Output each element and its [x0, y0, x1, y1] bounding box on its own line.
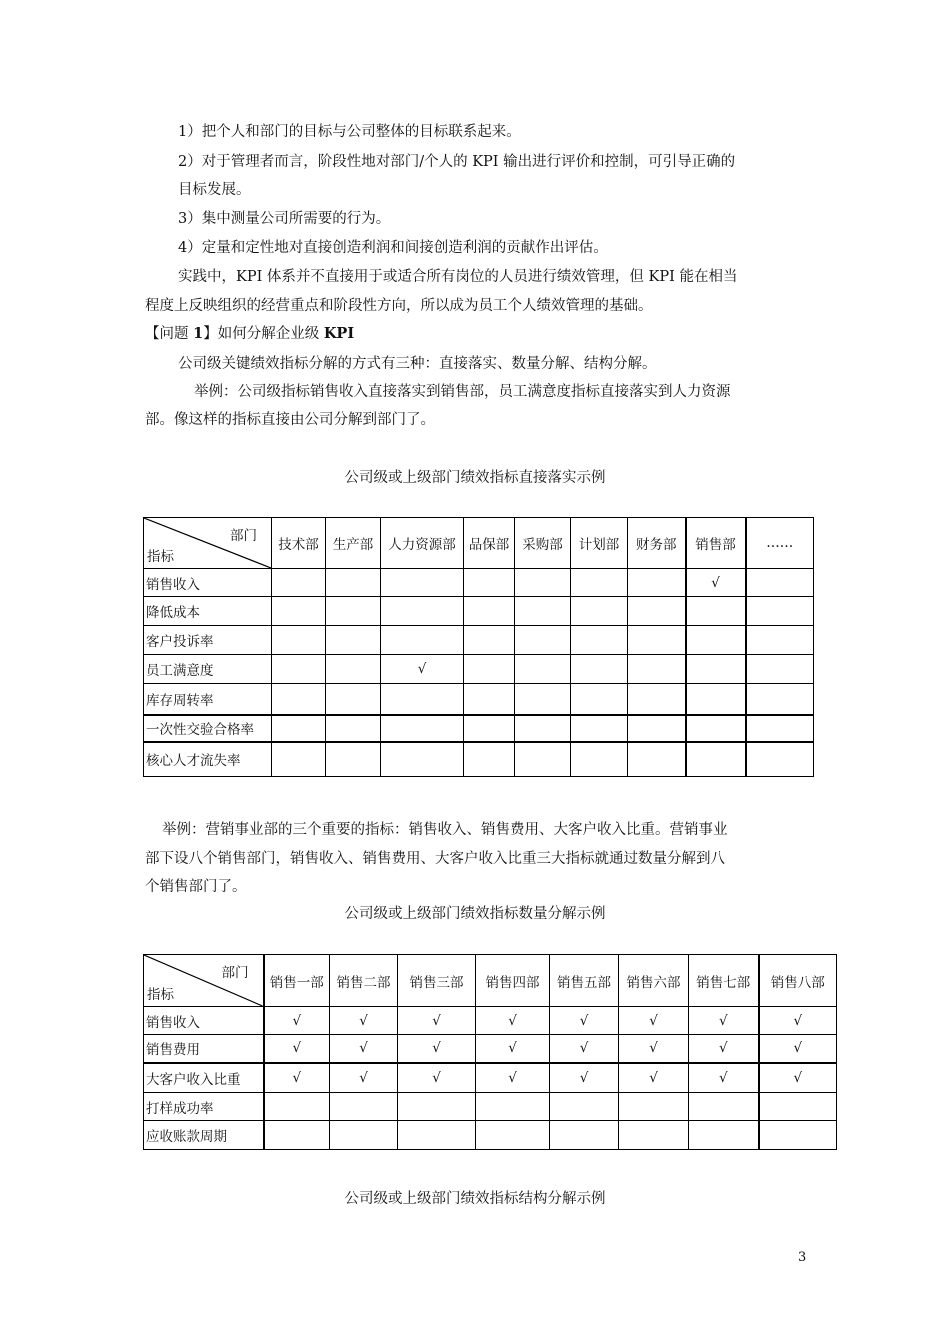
table-row	[144, 684, 814, 715]
check-mark-cell: √	[264, 1035, 330, 1063]
table-cell	[686, 597, 746, 626]
check-mark-cell: √	[686, 569, 746, 597]
table-cell	[571, 715, 628, 742]
table-cell	[272, 626, 326, 655]
table-cell	[381, 569, 464, 597]
table-cell	[619, 1093, 689, 1121]
table-cell	[464, 569, 515, 597]
table-cell	[689, 1121, 759, 1150]
table-cell	[686, 715, 746, 742]
table-row	[144, 715, 814, 742]
table-cell	[628, 655, 686, 684]
table-cell	[272, 597, 326, 626]
table-cell	[515, 742, 571, 777]
check-mark-cell: √	[759, 1063, 837, 1093]
table-row	[144, 1035, 837, 1063]
row-label: 销售收入	[144, 1007, 264, 1035]
table1-corner-cell	[144, 518, 272, 569]
table1-corner-top: 部门	[230, 528, 257, 544]
table1-col-header: 采购部	[515, 518, 571, 569]
table-cell	[398, 1093, 476, 1121]
table2-col-header: 销售三部	[398, 955, 476, 1007]
paragraph-example2-line3: 个销售部门了。	[145, 879, 247, 895]
table1-col-header: 财务部	[628, 518, 686, 569]
table-cell	[515, 684, 571, 715]
paragraph-item-2-line1: 2）对于管理者而言，阶段性地对部门/个人的 KPI 输出进行评价和控制，可引导正确的	[178, 154, 736, 170]
table-cell	[689, 1093, 759, 1121]
table-row	[144, 597, 814, 626]
table-cell	[628, 684, 686, 715]
table-cell	[628, 597, 686, 626]
table-cell	[476, 1121, 550, 1150]
table1-caption: 公司级或上级部门绩效指标直接落实示例	[344, 470, 606, 486]
table2-col-header: 销售二部	[330, 955, 398, 1007]
table-cell	[515, 715, 571, 742]
check-mark-cell: √	[398, 1063, 476, 1093]
table-cell	[264, 1121, 330, 1150]
table-cell	[746, 569, 814, 597]
check-mark-cell: √	[550, 1063, 619, 1093]
table2-col-header: 销售四部	[476, 955, 550, 1007]
table2-corner-bottom: 指标	[147, 987, 174, 1003]
table-cell	[515, 597, 571, 626]
table-cell	[571, 597, 628, 626]
row-label: 一次性交验合格率	[144, 715, 272, 742]
table-cell	[464, 715, 515, 742]
direct-assignment-table	[143, 517, 814, 777]
paragraph-item-3: 3）集中测量公司所需要的行为。	[178, 211, 391, 227]
table-cell	[272, 715, 326, 742]
table-cell	[326, 655, 381, 684]
table-cell	[619, 1121, 689, 1150]
row-label: 员工满意度	[144, 655, 272, 684]
row-label: 打样成功率	[144, 1093, 264, 1121]
table1-col-header: 品保部	[464, 518, 515, 569]
question-kpi: KPI	[323, 325, 355, 342]
check-mark-cell: √	[689, 1063, 759, 1093]
table1-col-header: 人力资源部	[381, 518, 464, 569]
table1-corner-bottom: 指标	[147, 549, 174, 565]
check-mark-cell: √	[330, 1007, 398, 1035]
table-cell	[326, 597, 381, 626]
paragraph-practice-line1: 实践中，KPI 体系并不直接用于或适合所有岗位的人员进行绩效管理，但 KPI 能在相当	[178, 269, 738, 285]
table-cell	[381, 715, 464, 742]
paragraph-item-1: 1）把个人和部门的目标与公司整体的目标联系起来。	[178, 124, 521, 140]
check-mark-cell: √	[689, 1035, 759, 1063]
check-mark-cell: √	[476, 1035, 550, 1063]
table-cell	[464, 626, 515, 655]
table-cell	[326, 626, 381, 655]
row-label: 库存周转率	[144, 684, 272, 715]
row-label: 销售收入	[144, 569, 272, 597]
paragraph-example1-line1: 举例：公司级指标销售收入直接落实到销售部，员工满意度指标直接落实到人力资源	[194, 384, 731, 400]
table-cell	[464, 597, 515, 626]
paragraph-example2-line1: 举例：营销事业部的三个重要的指标：销售收入、销售费用、大客户收入比重。营销事业	[162, 822, 728, 838]
table-cell	[628, 626, 686, 655]
quantity-decomposition-table	[143, 954, 837, 1150]
paragraph-item-4: 4）定量和定性地对直接创造利润和间接创造利润的贡献作出评估。	[178, 240, 608, 256]
paragraph-practice-line2: 程度上反映组织的经营重点和阶段性方向，所以成为员工个人绩效管理的基础。	[145, 298, 653, 314]
check-mark-cell: √	[619, 1035, 689, 1063]
table2-col-header: 销售七部	[689, 955, 759, 1007]
table-row	[144, 626, 814, 655]
table-cell	[272, 684, 326, 715]
table-cell	[330, 1093, 398, 1121]
table-cell	[464, 742, 515, 777]
table-cell	[381, 597, 464, 626]
check-mark-cell: √	[759, 1035, 837, 1063]
table2-corner-top: 部门	[221, 965, 249, 981]
table-row	[144, 1121, 837, 1150]
table-cell	[686, 742, 746, 777]
table-cell	[326, 715, 381, 742]
table-cell	[515, 655, 571, 684]
check-mark-cell: √	[619, 1007, 689, 1035]
table-cell	[515, 569, 571, 597]
question-title: 】如何分解企业级	[203, 326, 324, 342]
table-cell	[330, 1121, 398, 1150]
table-cell	[398, 1121, 476, 1150]
table-cell	[686, 626, 746, 655]
table1-col-header: ……	[746, 518, 814, 569]
table-cell	[746, 715, 814, 742]
check-mark-cell: √	[398, 1007, 476, 1035]
row-label: 核心人才流失率	[144, 742, 272, 777]
question-number: 1	[193, 325, 204, 342]
table-cell	[628, 715, 686, 742]
table-cell	[571, 569, 628, 597]
table-cell	[464, 655, 515, 684]
table1-col-header: 生产部	[326, 518, 381, 569]
check-mark-cell: √	[264, 1063, 330, 1093]
table-row	[144, 1007, 837, 1035]
paragraph-item-2-line2: 目标发展。	[178, 182, 251, 198]
check-mark-cell: √	[689, 1007, 759, 1035]
table2-caption: 公司级或上级部门绩效指标数量分解示例	[344, 906, 606, 922]
table-cell	[571, 655, 628, 684]
table1-col-header: 计划部	[571, 518, 628, 569]
row-label: 降低成本	[144, 597, 272, 626]
check-mark-cell: √	[330, 1063, 398, 1093]
row-label: 大客户收入比重	[144, 1063, 264, 1093]
table-cell	[272, 742, 326, 777]
paragraph-example1-line2: 部。像这样的指标直接由公司分解到部门了。	[145, 412, 435, 428]
table-row	[144, 742, 814, 777]
table-cell	[686, 655, 746, 684]
table2-col-header: 销售一部	[264, 955, 330, 1007]
table1-col-header: 销售部	[686, 518, 746, 569]
table-row	[144, 655, 814, 684]
table-cell	[272, 655, 326, 684]
table3-caption: 公司级或上级部门绩效指标结构分解示例	[344, 1191, 606, 1207]
paragraph-methods: 公司级关键绩效指标分解的方式有三种：直接落实、数量分解、结构分解。	[178, 356, 657, 372]
check-mark-cell: √	[476, 1007, 550, 1035]
question-prefix: 【问题	[145, 326, 194, 342]
check-mark-cell: √	[759, 1007, 837, 1035]
table-cell	[746, 655, 814, 684]
table2-col-header: 销售六部	[619, 955, 689, 1007]
table-cell	[746, 684, 814, 715]
paragraph-example2-line2: 部下设八个销售部门，销售收入、销售费用、大客户收入比重三大指标就通过数量分解到八	[145, 851, 725, 867]
table-row	[144, 1063, 837, 1093]
table-cell	[686, 684, 746, 715]
row-label: 客户投诉率	[144, 626, 272, 655]
table-cell	[476, 1093, 550, 1121]
table-cell	[326, 569, 381, 597]
table-cell	[759, 1121, 837, 1150]
table-cell	[628, 569, 686, 597]
table-cell	[571, 684, 628, 715]
table-cell	[264, 1093, 330, 1121]
page-number: 3	[798, 1250, 807, 1265]
table2-col-header: 销售八部	[759, 955, 837, 1007]
row-label: 销售费用	[144, 1035, 264, 1063]
table-cell	[326, 684, 381, 715]
check-mark-cell: √	[330, 1035, 398, 1063]
table-cell	[550, 1121, 619, 1150]
table-row	[144, 1093, 837, 1121]
row-label: 应收账款周期	[144, 1121, 264, 1150]
table-cell	[746, 597, 814, 626]
table-cell	[515, 626, 571, 655]
table-cell	[746, 742, 814, 777]
check-mark-cell: √	[264, 1007, 330, 1035]
table-row	[144, 569, 814, 597]
table2-col-header: 销售五部	[550, 955, 619, 1007]
check-mark-cell: √	[381, 655, 464, 684]
table-cell	[381, 626, 464, 655]
table-cell	[571, 742, 628, 777]
table2-corner-cell	[144, 955, 264, 1007]
table-cell	[550, 1093, 619, 1121]
table-cell	[272, 569, 326, 597]
table-cell	[464, 684, 515, 715]
check-mark-cell: √	[550, 1035, 619, 1063]
question-heading	[145, 324, 354, 344]
check-mark-cell: √	[476, 1063, 550, 1093]
check-mark-cell: √	[550, 1007, 619, 1035]
check-mark-cell: √	[398, 1035, 476, 1063]
table-cell	[326, 742, 381, 777]
table-cell	[746, 626, 814, 655]
check-mark-cell: √	[619, 1063, 689, 1093]
table-cell	[381, 742, 464, 777]
table-cell	[628, 742, 686, 777]
table-cell	[381, 684, 464, 715]
table-cell	[759, 1093, 837, 1121]
table1-col-header: 技术部	[272, 518, 326, 569]
table-cell	[571, 626, 628, 655]
